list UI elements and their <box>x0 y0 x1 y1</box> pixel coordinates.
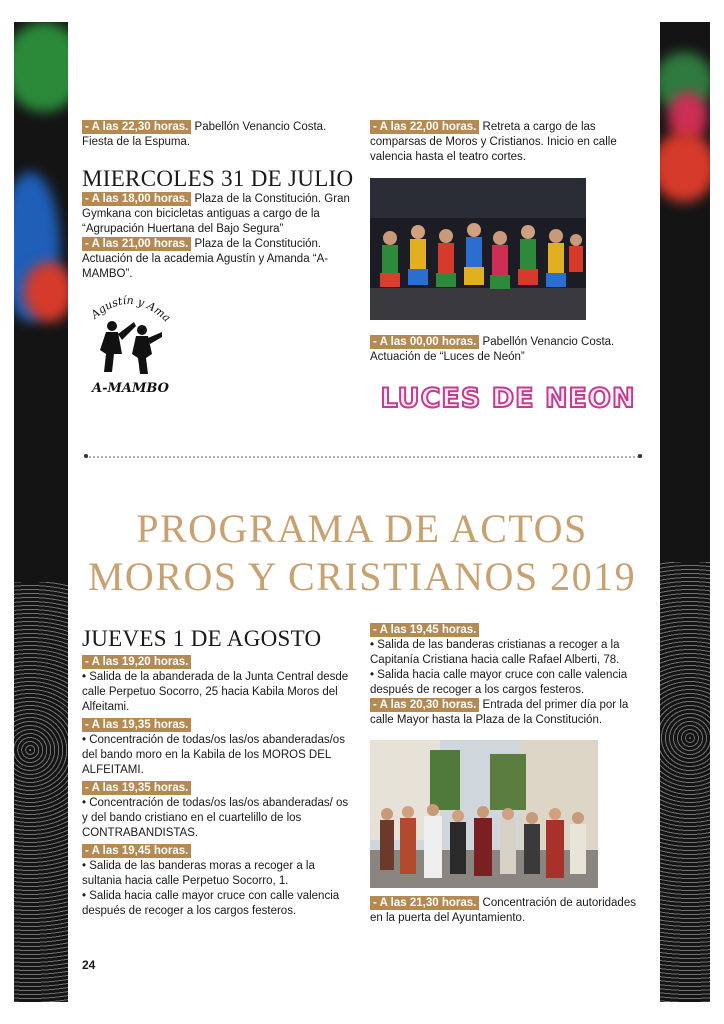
program-title-line2: MOROS Y CRISTIANOS 2019 <box>87 554 637 599</box>
program-bullet: • Salida hacia calle mayor cruce con calle valencia después de recoger a los cargos festeros. <box>82 890 340 917</box>
time-tag: - A las 19,35 horas. <box>82 718 191 732</box>
program-bullet: • Concentración de todas/os las/os abanderadas/ os y del bando cristiano en el cuartelillo de los CONTRABANDISTAS. <box>82 797 349 839</box>
divider-dot-right <box>638 454 642 458</box>
program-bullet: • Salida de la abanderada de la Junta Central desde calle Perpetuo Socorro, 25 hacia Kabila Moros del Alfeitami. <box>82 671 349 713</box>
program-bullet: • Salida hacia calle mayor cruce con calle valencia después de recoger a los cargos festeros. <box>370 669 628 696</box>
item-text: Retreta a cargo de las comparsas de Moros y Cristianos. Inicio en calle valencia hasta el teatro cortes. <box>370 121 617 163</box>
day-heading: MIERCOLES 31 DE JULIO <box>82 166 354 191</box>
top-left-column <box>82 120 354 282</box>
svg-text:Agustín y Amanda <box>84 292 172 325</box>
time-tag: - A las 19,45 horas. <box>82 844 191 858</box>
program-bullet: • Concentración de todas/os las/os abanderadas/os del bando moro en la Kabila de los MOROS DEL ALFEITAMI. <box>82 734 345 776</box>
time-tag: - A las 19,45 horas. <box>370 623 479 637</box>
time-tag: - A las 19,20 horas. <box>82 655 191 669</box>
program-item <box>370 335 644 365</box>
time-tag: - A las 20,30 horas. <box>370 698 479 712</box>
item-text: Plaza de la Constitución. Actuación de la academia Agustín y Amanda “A-MAMBO”. <box>82 238 329 280</box>
program-title-line1: PROGRAMA DE ACTOS <box>136 506 588 551</box>
day-heading: JUEVES 1 DE AGOSTO <box>82 626 322 651</box>
a-mambo-logo <box>84 292 172 402</box>
program-item <box>370 698 644 728</box>
bottom-right-column <box>370 620 644 728</box>
time-tag: - A las 18,00 horas. <box>82 192 191 206</box>
item-text: Plaza de la Constitución. Gran Gymkana con bicicletas antiguas a cargo de la “Agrupación Huertana del Bajo Segura” <box>82 193 350 235</box>
retreta-parade-photo <box>370 178 586 320</box>
item-text: Pabellón Venancio Costa. Fiesta de la Espuma. <box>82 121 327 148</box>
decorative-strip-left <box>14 22 68 1002</box>
divider-dot-left <box>84 454 88 458</box>
time-tag: - A las 19,35 horas. <box>82 781 191 795</box>
time-tag: - A las 00,00 horas. <box>370 335 479 349</box>
program-item <box>82 120 354 150</box>
page-number: 24 <box>82 958 96 972</box>
logo-bottom-text: A-MAMBO <box>92 381 169 396</box>
bottom-left-column <box>82 626 354 919</box>
program-bullet: • Salida de las banderas cristianas a recoger a la Capitanía Cristiana hacia calle Rafael Alberti, 78. <box>370 639 620 666</box>
item-text: Pabellón Venancio Costa. Actuación de “Luces de Neón” <box>370 336 615 363</box>
time-tag: - A las 21,30 horas. <box>370 896 479 910</box>
section-divider <box>86 456 642 458</box>
time-tag: - A las 22,00 horas. <box>370 120 479 134</box>
time-tag: - A las 22,30 horas. <box>82 120 191 134</box>
time-tag: - A las 21,00 horas. <box>82 237 191 251</box>
program-item <box>370 120 640 165</box>
item-text: Concentración de autoridades en la puerta del Ayuntamiento. <box>370 897 636 924</box>
neon-logo-text: LUCES DE NEON <box>380 383 636 414</box>
bottom-right-column-2 <box>370 896 644 926</box>
program-item <box>82 237 354 282</box>
top-right-column-2 <box>370 335 644 365</box>
program-item <box>82 192 354 237</box>
program-item <box>370 896 644 926</box>
program-bullet: • Salida de las banderas moras a recoger a la sultania hacia calle Perpetuo Socorro, 1. <box>82 860 315 887</box>
logo-top-text: Agustín y Ama <box>88 293 172 325</box>
decorative-strip-right <box>660 22 710 1002</box>
luces-de-neon-logo <box>372 380 644 414</box>
street-parade-photo <box>370 740 598 888</box>
item-text: Entrada del primer día por la calle Mayor hasta la Plaza de la Constitución. <box>370 699 629 726</box>
top-right-column <box>370 120 640 165</box>
